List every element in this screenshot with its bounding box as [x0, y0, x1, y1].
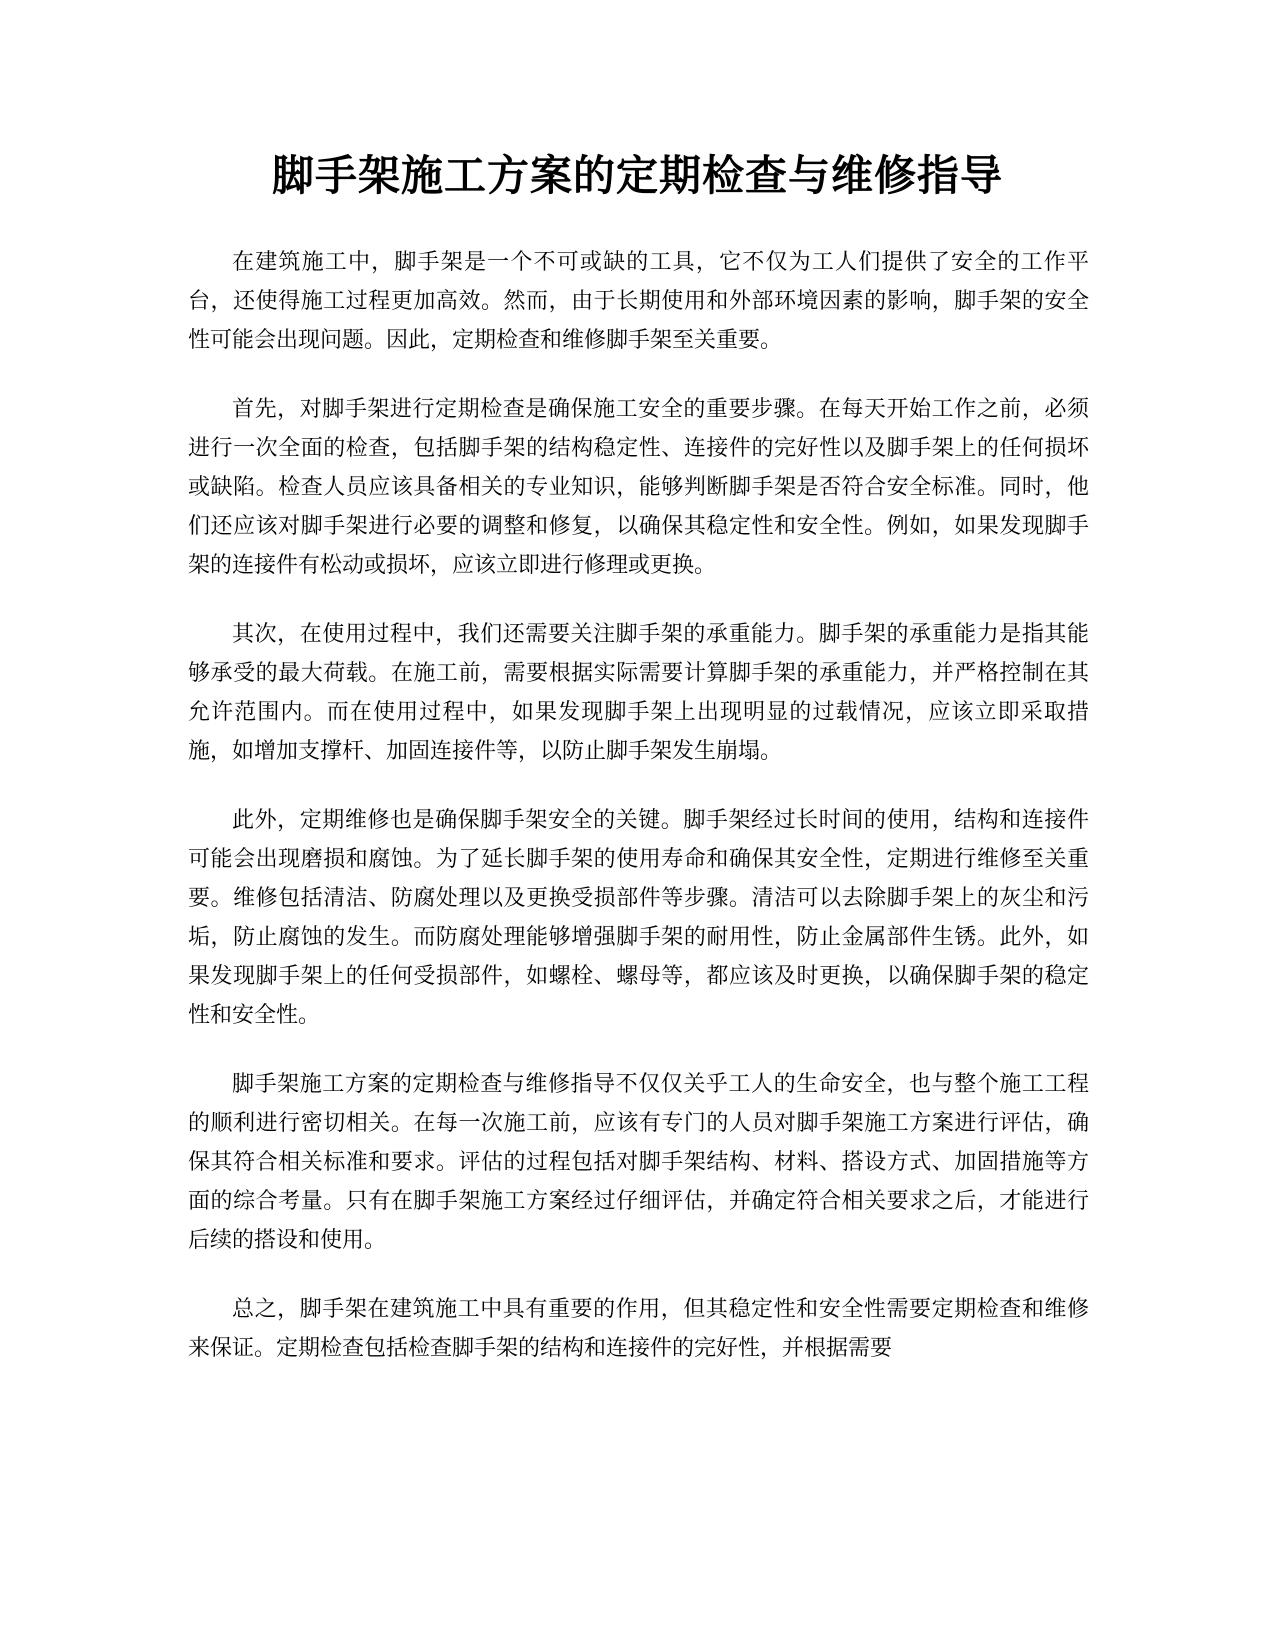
paragraph-periodic-inspection: 首先，对脚手架进行定期检查是确保施工安全的重要步骤。在每天开始工作之前，必须进行一次全面的检查，包括脚手架的结构稳定性、连接件的完好性以及脚手架上的任何损坏或缺陷。检查人员应该具备相关的专业知识，能够判断脚手架是否符合安全标准。同时，他们还应该对脚手架进行必要的调整和修复，以确保其稳定性和安全性。例如，如果发现脚手架的连接件有松动或损坏，应该立即进行修理或更换。: [188, 397, 1089, 578]
document-title: 脚手架施工方案的定期检查与维修指导: [271, 151, 1003, 200]
document-body: [188, 243, 1089, 1398]
paragraph-intro: 在建筑施工中，脚手架是一个不可或缺的工具，它不仅为工人们提供了安全的工作平台，还使得施工过程更加高效。然而，由于长期使用和外部环境因素的影响，脚手架的安全性可能会出现问题。因此，定期检查和维修脚手架至关重要。: [188, 250, 1089, 353]
paragraph-load-capacity: 其次，在使用过程中，我们还需要关注脚手架的承重能力。脚手架的承重能力是指其能够承受的最大荷载。在施工前，需要根据实际需要计算脚手架的承重能力，并严格控制在其允许范围内。而在使用过程中，如果发现脚手架上出现明显的过载情况，应该立即采取措施，如增加支撑杆、加固连接件等，以防止脚手架发生崩塌。: [188, 622, 1089, 764]
paragraph-maintenance: 此外，定期维修也是确保脚手架安全的关键。脚手架经过长时间的使用，结构和连接件可能会出现磨损和腐蚀。为了延长脚手架的使用寿命和确保其安全性，定期进行维修至关重要。维修包括清洁、防腐处理以及更换受损部件等步骤。清洁可以去除脚手架上的灰尘和污垢，防止腐蚀的发生。而防腐处理能够增强脚手架的耐用性，防止金属部件生锈。此外，如果发现脚手架上的任何受损部件，如螺栓、螺母等，都应该及时更换，以确保脚手架的稳定性和安全性。: [188, 808, 1089, 1028]
paragraph-plan-assessment: 脚手架施工方案的定期检查与维修指导不仅仅关乎工人的生命安全，也与整个施工工程的顺利进行密切相关。在每一次施工前，应该有专门的人员对脚手架施工方案进行评估，确保其符合相关标准和要求。评估的过程包括对脚手架结构、材料、搭设方式、加固措施等方面的综合考量。只有在脚手架施工方案经过仔细评估，并确定符合相关要求之后，才能进行后续的搭设和使用。: [188, 1072, 1089, 1253]
paragraph-conclusion: 总之，脚手架在建筑施工中具有重要的作用，但其稳定性和安全性需要定期检查和维修来保证。定期检查包括检查脚手架的结构和连接件的完好性，并根据需要: [188, 1297, 1089, 1361]
